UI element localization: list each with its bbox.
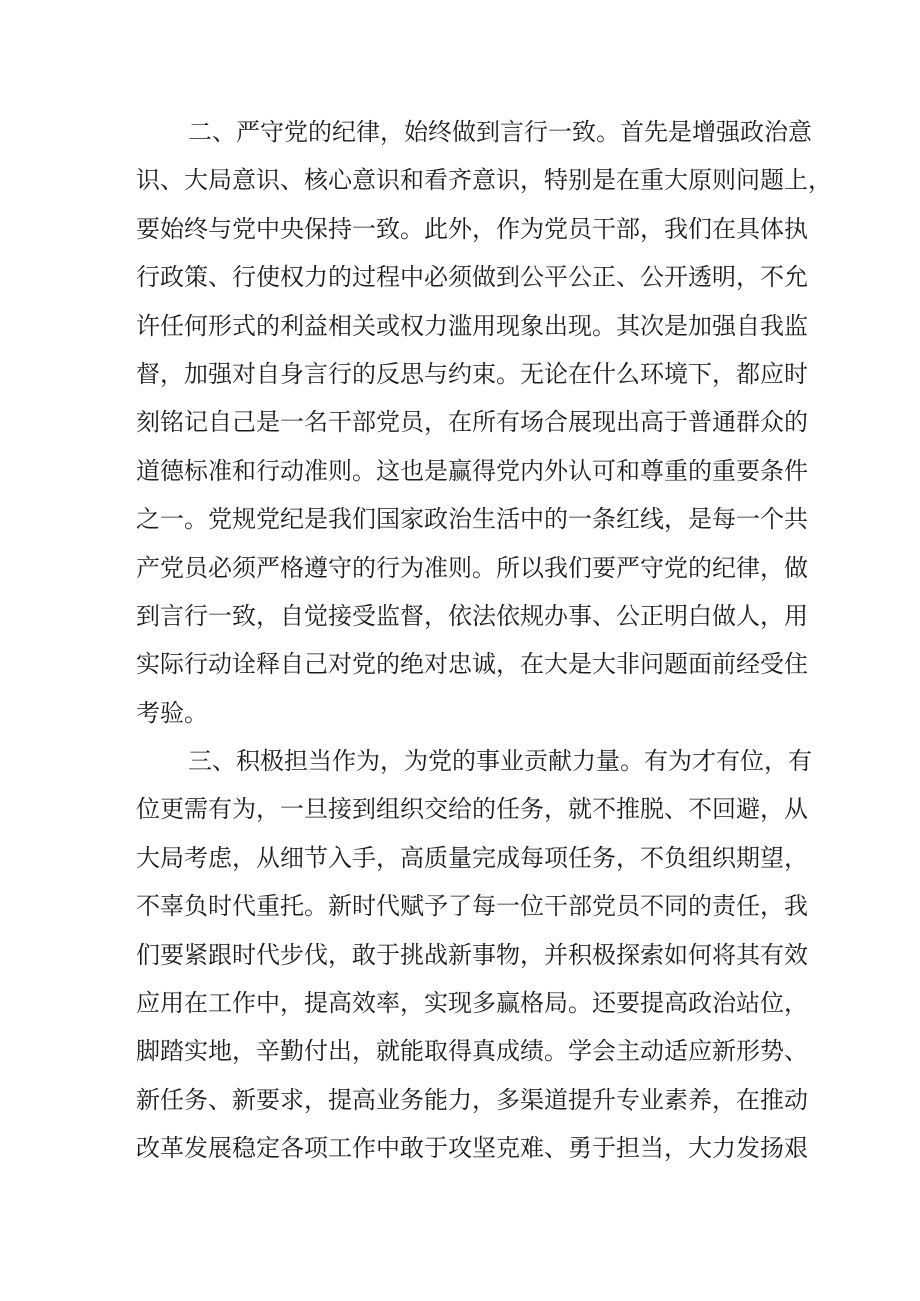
text-line: 实际行动诠释自己对党的绝对忠诚，在大是大非问题面前经受住: [136, 650, 808, 679]
text-line: 产党员必须严格遵守的行为准则。所以我们要严守党的纪律，做: [136, 553, 808, 582]
text-line: 应用在工作中，提高效率，实现多赢格局。还要提高政治站位，: [136, 989, 808, 1018]
text-line: 道德标准和行动准则。这也是赢得党内外认可和尊重的重要条件: [136, 456, 808, 485]
text-line: 三、积极担当作为，为党的事业贡献力量。有为才有位，有: [188, 747, 812, 776]
text-line: 改革发展稳定各项工作中敢于攻坚克难、勇于担当，大力发扬艰: [136, 1134, 808, 1163]
text-line: 们要紧跟时代步伐，敢于挑战新事物，并积极探索如何将其有效: [136, 940, 808, 969]
text-line: 之一。党规党纪是我们国家政治生活中的一条红线，是每一个共: [136, 505, 808, 534]
paragraph-discipline: [136, 108, 832, 737]
text-line: 刻铭记自己是一名干部党员，在所有场合展现出高于普通群众的: [136, 408, 808, 437]
text-line: 识、大局意识、核心意识和看齐意识，特别是在重大原则问题上，: [136, 166, 832, 195]
text-line: 不辜负时代重托。新时代赋予了每一位干部党员不同的责任，我: [136, 892, 808, 921]
text-line: 二、严守党的纪律，始终做到言行一致。首先是增强政治意: [188, 118, 812, 146]
text-line: 到言行一致，自觉接受监督，依法依规办事、公正明白做人，用: [136, 601, 808, 630]
text-line: 要始终与党中央保持一致。此外，作为党员干部，我们在具体执: [136, 214, 808, 243]
text-line: 许任何形式的利益相关或权力滥用现象出现。其次是加强自我监: [136, 311, 808, 340]
text-line: 位更需有为，一旦接到组织交给的任务，就不推脱、不回避，从: [136, 795, 808, 824]
text-line: 脚踏实地，辛勤付出，就能取得真成绩。学会主动适应新形势、: [136, 1037, 808, 1066]
text-line: 考验。: [136, 698, 208, 727]
paragraph-responsibility: [136, 737, 812, 1173]
document-body: [136, 108, 832, 1173]
text-line: 行政策、行使权力的过程中必须做到公平公正、公开透明，不允: [136, 263, 808, 292]
text-line: 督，加强对自身言行的反思与约束。无论在什么环境下，都应时: [136, 359, 808, 388]
text-line: 新任务、新要求，提高业务能力，多渠道提升专业素养，在推动: [136, 1085, 808, 1114]
text-line: 大局考虑，从细节入手，高质量完成每项任务，不负组织期望，: [136, 843, 808, 872]
